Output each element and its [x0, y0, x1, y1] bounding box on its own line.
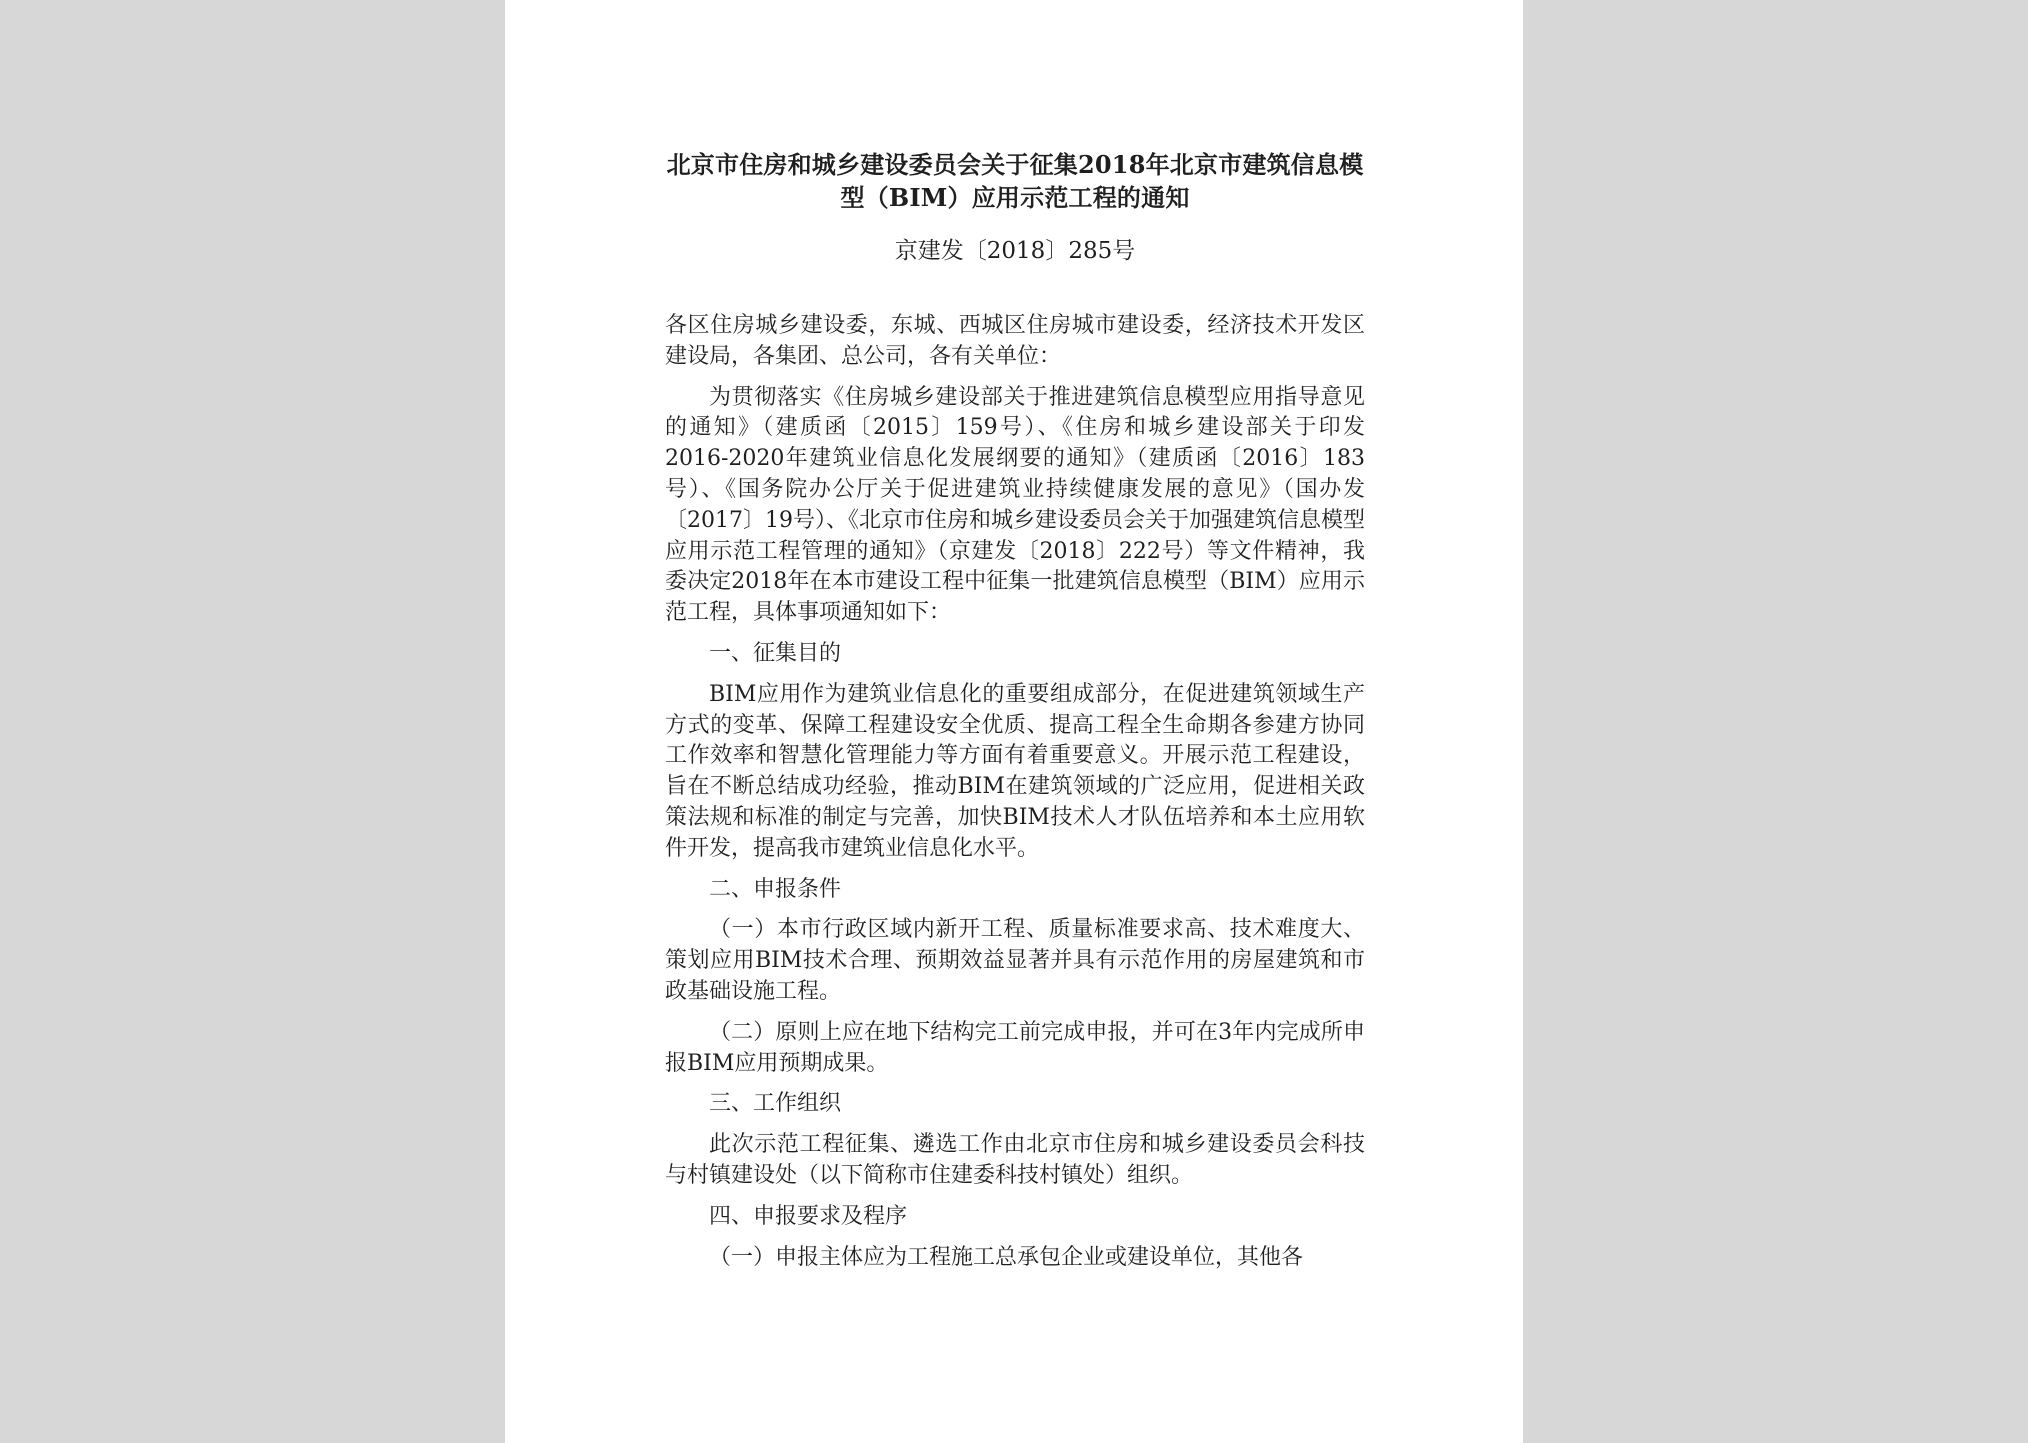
- requirements-item-1: （一）申报主体应为工程施工总承包企业或建设单位，其他各: [709, 1244, 1304, 1270]
- section-body-purpose: BIM应用作为建筑业信息化的重要组成部分，在促进建筑领域生产方式的变革、保障工程建设安全优质、提高工程全生命期各参建方协同工作效率和智慧化管理能力等方面有着重要意义。开展示范工程建设，旨在不断总结成功经验，推动BIM在建筑领域的广泛应用，促进相关政策法规和标准的制定与完善，加快BIM技术人才队伍培养和本土应用软件开发，提高我市建筑业信息化水平。: [665, 681, 1365, 861]
- salutation: 各区住房城乡建设委，东城、西城区住房城市建设委，经济技术开发区建设局，各集团、总公司，各有关单位：: [665, 313, 1365, 369]
- section-heading-conditions: 二、申报条件: [709, 876, 842, 902]
- document-content: [665, 148, 1365, 1283]
- section-heading-purpose: 一、征集目的: [709, 640, 842, 666]
- conditions-item-2: （二）原则上应在地下结构完工前完成申报，并可在3年内完成所申报BIM应用预期成果。: [665, 1019, 1365, 1076]
- section-heading-requirements: 四、申报要求及程序: [709, 1203, 908, 1229]
- document-number: 京建发〔2018〕285号: [894, 238, 1136, 264]
- section-body-organization: 此次示范工程征集、遴选工作由北京市住房和城乡建设委员会科技与村镇建设处（以下简称市住建委科技村镇处）组织。: [665, 1132, 1365, 1188]
- document-page: [505, 0, 1523, 1443]
- conditions-item-1: （一）本市行政区域内新开工程、质量标准要求高、技术难度大、策划应用BIM技术合理、预期效益显著并具有示范作用的房屋建筑和市政基础设施工程。: [665, 917, 1365, 1004]
- intro-paragraph: 为贯彻落实《住房城乡建设部关于推进建筑信息模型应用指导意见的通知》（建质函〔2015〕159号）、《住房和城乡建设部关于印发2016-2020年建筑业信息化发展纲要的通知》（建质函〔2016〕183号）、《国务院办公厅关于促进建筑业持续健康发展的意见》（国办发〔2017〕19号）、《北京市住房和城乡建设委员会关于加强建筑信息模型应用示范工程管理的通知》（京建发〔2018〕222号）等文件精神，我委决定2018年在本市建设工程中征集一批建筑信息模型（BIM）应用示范工程，具体事项通知如下：: [665, 384, 1365, 626]
- section-heading-organization: 三、工作组织: [709, 1091, 842, 1117]
- document-title: 北京市住房和城乡建设委员会关于征集2018年北京市建筑信息模型（BIM）应用示范工程的通知: [666, 150, 1364, 212]
